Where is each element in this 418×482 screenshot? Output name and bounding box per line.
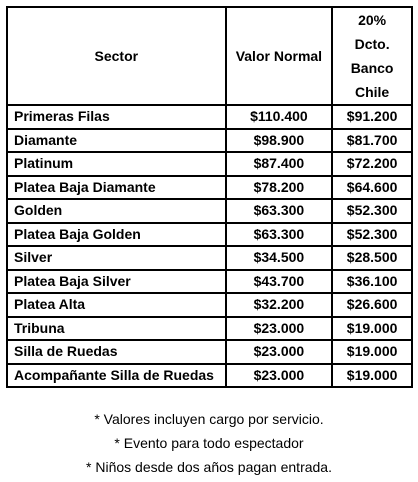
table-body: [7, 105, 412, 387]
sector-cell: Platea Baja Silver: [7, 270, 226, 294]
normal-price-cell: $63.300: [226, 199, 333, 223]
table-row: [7, 105, 412, 129]
sector-cell: Platea Alta: [7, 293, 226, 317]
table-row: [7, 293, 412, 317]
sector-cell: Silver: [7, 246, 226, 270]
header-discount-line: 20%: [358, 12, 387, 28]
sector-cell: Silla de Ruedas: [7, 340, 226, 364]
sector-cell: Acompañante Silla de Ruedas: [7, 364, 226, 388]
normal-price-cell: $23.000: [226, 317, 333, 341]
normal-price-cell: $23.000: [226, 364, 333, 388]
table-row: [7, 223, 412, 247]
normal-price-cell: $34.500: [226, 246, 333, 270]
discount-price-cell: $52.300: [332, 199, 412, 223]
discount-price-cell: $19.000: [332, 364, 412, 388]
sector-cell: Platea Baja Golden: [7, 223, 226, 247]
normal-price-cell: $87.400: [226, 152, 333, 176]
table-row: [7, 364, 412, 388]
normal-price-cell: $63.300: [226, 223, 333, 247]
sector-cell: Platea Baja Diamante: [7, 176, 226, 200]
normal-price-cell: $23.000: [226, 340, 333, 364]
footnote-all-audiences: * Evento para todo espectador: [114, 435, 304, 451]
table-row: [7, 129, 412, 153]
sector-cell: Platinum: [7, 152, 226, 176]
discount-price-cell: $36.100: [332, 270, 412, 294]
discount-price-cell: $28.500: [332, 246, 412, 270]
normal-price-cell: $43.700: [226, 270, 333, 294]
header-discount-line: Chile: [354, 84, 390, 100]
table-row: [7, 176, 412, 200]
discount-price-cell: $72.200: [332, 152, 412, 176]
discount-price-cell: $19.000: [332, 340, 412, 364]
normal-price-cell: $32.200: [226, 293, 333, 317]
footnote-children-pay: * Niños desde dos años pagan entrada.: [86, 459, 332, 475]
discount-price-cell: $19.000: [332, 317, 412, 341]
discount-price-cell: $81.700: [332, 129, 412, 153]
table-row: [7, 199, 412, 223]
sector-cell: Tribuna: [7, 317, 226, 341]
table-row: [7, 246, 412, 270]
header-discount-price: [332, 7, 412, 105]
normal-price-cell: $78.200: [226, 176, 333, 200]
sector-cell: Primeras Filas: [7, 105, 226, 129]
discount-price-cell: $91.200: [332, 105, 412, 129]
table-row: [7, 340, 412, 364]
discount-price-cell: $64.600: [332, 176, 412, 200]
normal-price-cell: $110.400: [226, 105, 333, 129]
price-table: [6, 6, 413, 388]
footnotes: [0, 407, 418, 479]
sector-cell: Golden: [7, 199, 226, 223]
discount-price-cell: $52.300: [332, 223, 412, 247]
header-row: [7, 7, 412, 105]
discount-price-cell: $26.600: [332, 293, 412, 317]
sector-cell: Diamante: [7, 129, 226, 153]
header-sector: Sector: [7, 7, 226, 105]
normal-price-cell: $98.900: [226, 129, 333, 153]
header-normal-price: Valor Normal: [226, 7, 333, 105]
footnote-service-charge: * Valores incluyen cargo por servicio.: [94, 411, 324, 427]
table-row: [7, 152, 412, 176]
table-row: [7, 317, 412, 341]
header-discount-line: Dcto.: [354, 36, 390, 52]
header-discount-line: Banco: [350, 60, 394, 76]
table-row: [7, 270, 412, 294]
